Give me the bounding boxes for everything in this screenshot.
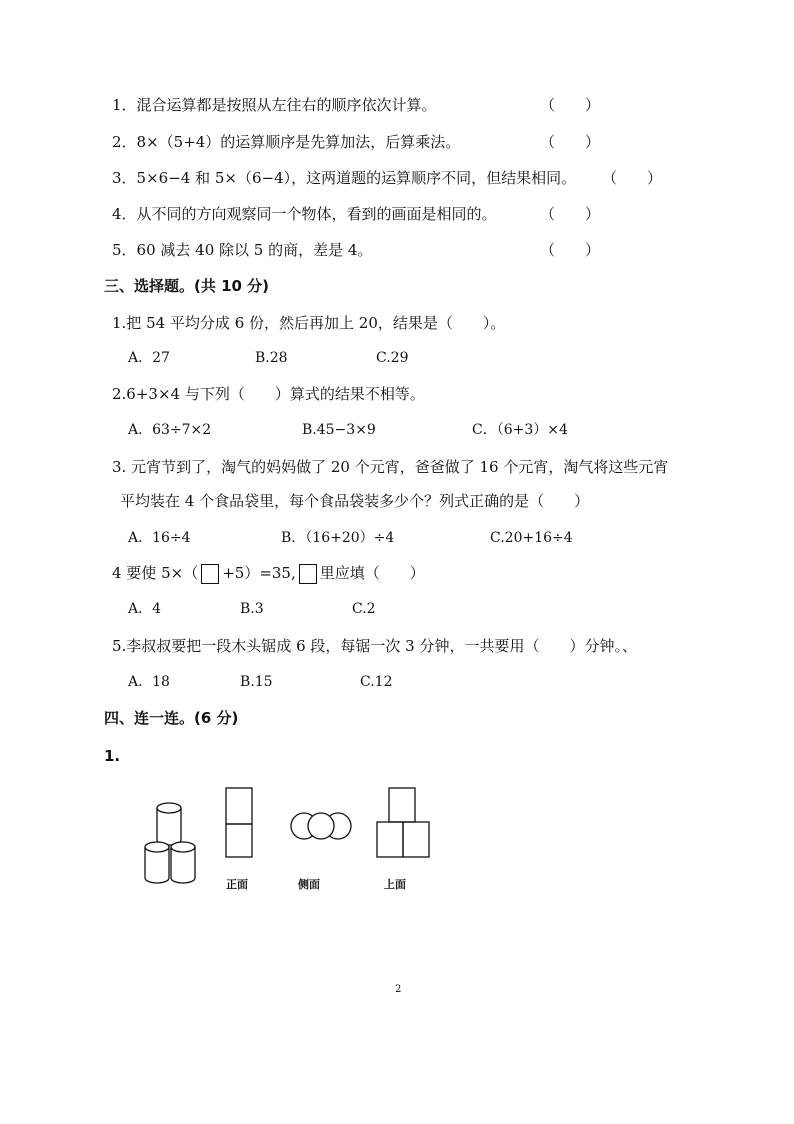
side-view-drawing: [291, 813, 351, 839]
choice-q5-option-a[interactable]: A．18: [128, 674, 170, 690]
top-view-drawing: [377, 788, 429, 857]
connect-question-number: 1.: [104, 747, 121, 765]
choice-q4-option-c[interactable]: C.2: [352, 601, 376, 617]
judge-item-2: 2．8×（5+4）的运算顺序是先算加法，后算乘法。: [112, 133, 461, 151]
caption-side-view[interactable]: 侧面: [298, 878, 320, 891]
choice-q1-option-a[interactable]: A．27: [128, 350, 170, 366]
views-figure: [130, 780, 440, 890]
choice-q1-option-c[interactable]: C.29: [376, 350, 409, 366]
choice-q2-text: 2.6+3×4 与下列（ ）算式的结果不相等。: [112, 385, 425, 403]
judge-item-1: 1．混合运算都是按照从左往右的顺序依次计算。: [112, 96, 437, 114]
choice-q4-option-b[interactable]: B.3: [240, 601, 264, 617]
choice-q4-text: [112, 563, 425, 584]
judge-item-4: 4．从不同的方向观察同一个物体，看到的画面是相同的。: [112, 205, 497, 223]
choice-q4-post: 里应填（ ）: [319, 564, 425, 582]
choice-q1-text: 1.把 54 平均分成 6 份，然后再加上 20，结果是（ ）。: [112, 314, 506, 332]
choice-q3-line1: 3. 元宵节到了，淘气的妈妈做了 20 个元宵，爸爸做了 16 个元宵，淘气将这些元宵: [112, 458, 669, 476]
front-view-drawing: [226, 788, 252, 857]
blank-box[interactable]: [299, 564, 317, 584]
choice-q5-option-b[interactable]: B.15: [240, 674, 273, 690]
caption-front-view[interactable]: 正面: [226, 878, 248, 891]
judge-answer-1[interactable]: （ ）: [540, 96, 601, 114]
blank-box[interactable]: [201, 564, 219, 584]
caption-top-view[interactable]: 上面: [384, 878, 406, 891]
choice-q5-option-c[interactable]: C.12: [360, 674, 393, 690]
judge-item-3: 3．5×6−4 和 5×（6−4），这两道题的运算顺序不同，但结果相同。: [112, 169, 577, 187]
choice-q3-option-c[interactable]: C.20+16÷4: [490, 530, 573, 546]
connect-heading: 四、连一连。(6 分): [104, 709, 239, 727]
judge-answer-2[interactable]: （ ）: [540, 133, 601, 151]
choice-q4-option-a[interactable]: A．4: [128, 601, 162, 617]
choice-q3-option-b[interactable]: B．（16+20）÷4: [281, 530, 395, 546]
choice-q4-mid: +5）=35,: [222, 564, 296, 582]
choice-q2-option-b[interactable]: B.45−3×9: [302, 422, 376, 438]
cylinder-stack-drawing: [145, 803, 195, 883]
choice-q2-option-c[interactable]: C．（6+3）×4: [472, 422, 568, 438]
judge-answer-4[interactable]: （ ）: [540, 205, 601, 223]
judge-item-5: 5．60 减去 40 除以 5 的商，差是 4。: [112, 241, 373, 259]
choice-q3-option-a[interactable]: A．16÷4: [128, 530, 191, 546]
judge-answer-5[interactable]: （ ）: [540, 241, 601, 259]
choice-q4-pre: 4 要使 5×（: [112, 564, 199, 582]
choice-q2-option-a[interactable]: A．63÷7×2: [128, 422, 212, 438]
page-number: 2: [395, 984, 402, 995]
choice-q3-line2: 平均装在 4 个食品袋里，每个食品袋装多少个？列式正确的是（ ）: [120, 492, 590, 510]
choice-q1-option-b[interactable]: B.28: [255, 350, 288, 366]
judge-answer-3[interactable]: （ ）: [602, 169, 663, 187]
choice-heading: 三、选择题。(共 10 分): [104, 277, 270, 295]
choice-q5-text: 5.李叔叔要把一段木头锯成 6 段，每锯一次 3 分钟，一共要用（ ）分钟。、: [112, 637, 637, 655]
